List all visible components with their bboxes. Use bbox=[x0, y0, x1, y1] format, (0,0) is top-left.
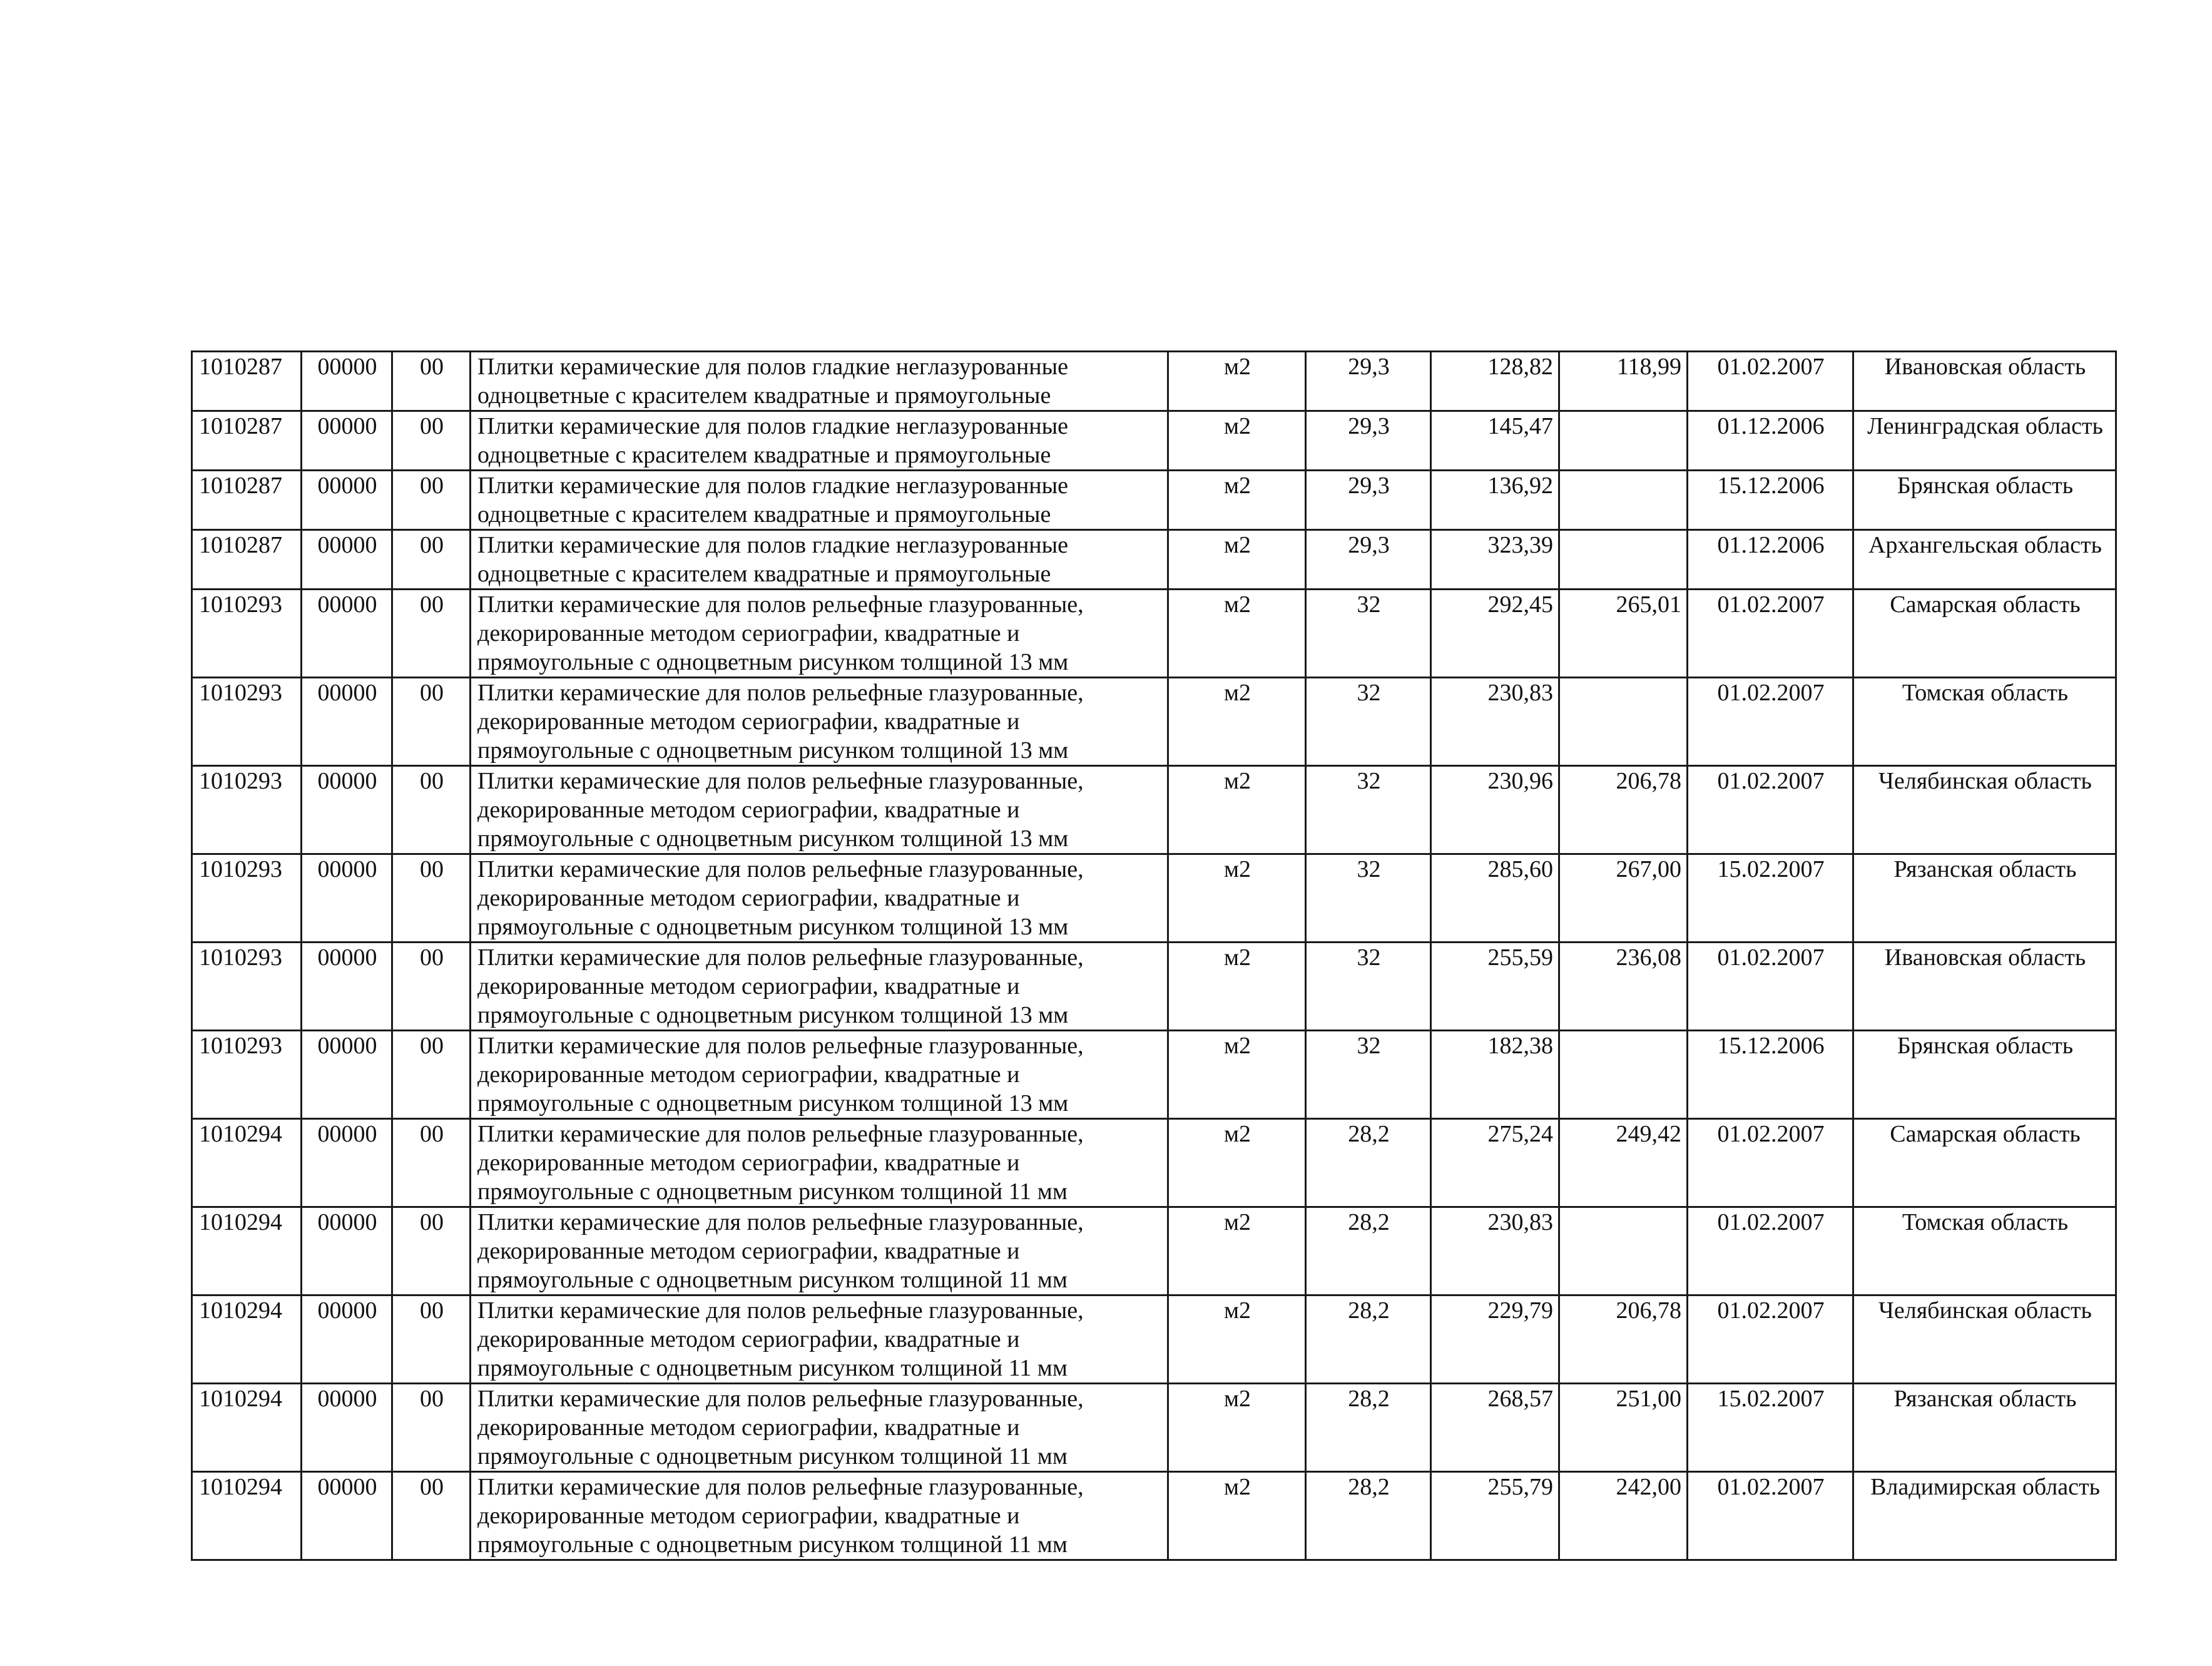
date-cell: 01.02.2007 bbox=[1688, 1472, 1853, 1560]
region-cell: Архангельская область bbox=[1853, 530, 2116, 590]
table-row bbox=[192, 530, 2116, 590]
sub-code-cell: 00000 bbox=[302, 943, 392, 1031]
sub-code-cell: 00000 bbox=[302, 590, 392, 678]
unit-cell: м2 bbox=[1168, 590, 1306, 678]
quantity-cell: 28,2 bbox=[1306, 1207, 1431, 1295]
variant-code-cell: 00 bbox=[392, 530, 471, 590]
item-code-cell: 1010294 bbox=[192, 1207, 302, 1295]
date-cell: 01.02.2007 bbox=[1688, 352, 1853, 411]
date-cell: 01.02.2007 bbox=[1688, 678, 1853, 766]
item-code-cell: 1010293 bbox=[192, 854, 302, 943]
price-alt-cell: 265,01 bbox=[1559, 590, 1688, 678]
sub-code-cell: 00000 bbox=[302, 471, 392, 530]
date-cell: 01.02.2007 bbox=[1688, 1119, 1853, 1207]
unit-cell: м2 bbox=[1168, 1119, 1306, 1207]
sub-code-cell: 00000 bbox=[302, 1384, 392, 1472]
sub-code-cell: 00000 bbox=[302, 854, 392, 943]
region-cell: Томская область bbox=[1853, 1207, 2116, 1295]
price-alt-cell: 206,78 bbox=[1559, 1295, 1688, 1384]
table-row bbox=[192, 590, 2116, 678]
date-cell: 01.02.2007 bbox=[1688, 943, 1853, 1031]
date-cell: 01.12.2006 bbox=[1688, 411, 1853, 471]
unit-cell: м2 bbox=[1168, 678, 1306, 766]
price-alt-cell: 236,08 bbox=[1559, 943, 1688, 1031]
quantity-cell: 32 bbox=[1306, 1031, 1431, 1119]
date-cell: 15.12.2006 bbox=[1688, 471, 1853, 530]
unit-cell: м2 bbox=[1168, 1207, 1306, 1295]
variant-code-cell: 00 bbox=[392, 1472, 471, 1560]
date-cell: 15.02.2007 bbox=[1688, 1384, 1853, 1472]
sub-code-cell: 00000 bbox=[302, 1472, 392, 1560]
price-alt-cell: 251,00 bbox=[1559, 1384, 1688, 1472]
description-cell: Плитки керамические для полов рельефные глазурованные, декорированные методом сериографии, квадратные и прямоугольные с одноцветным рисунком толщиной 13 мм bbox=[471, 943, 1168, 1031]
item-code-cell: 1010287 bbox=[192, 471, 302, 530]
variant-code-cell: 00 bbox=[392, 1295, 471, 1384]
quantity-cell: 32 bbox=[1306, 766, 1431, 854]
item-code-cell: 1010294 bbox=[192, 1119, 302, 1207]
unit-cell: м2 bbox=[1168, 1472, 1306, 1560]
price-cell: 230,96 bbox=[1431, 766, 1559, 854]
table-row bbox=[192, 1384, 2116, 1472]
variant-code-cell: 00 bbox=[392, 1119, 471, 1207]
price-alt-cell bbox=[1559, 1031, 1688, 1119]
price-alt-cell bbox=[1559, 471, 1688, 530]
table-row bbox=[192, 471, 2116, 530]
unit-cell: м2 bbox=[1168, 471, 1306, 530]
region-cell: Брянская область bbox=[1853, 471, 2116, 530]
item-code-cell: 1010293 bbox=[192, 766, 302, 854]
unit-cell: м2 bbox=[1168, 854, 1306, 943]
price-cell: 229,79 bbox=[1431, 1295, 1559, 1384]
unit-cell: м2 bbox=[1168, 1295, 1306, 1384]
region-cell: Самарская область bbox=[1853, 590, 2116, 678]
table-row bbox=[192, 678, 2116, 766]
price-cell: 128,82 bbox=[1431, 352, 1559, 411]
price-alt-cell bbox=[1559, 411, 1688, 471]
price-cell: 230,83 bbox=[1431, 1207, 1559, 1295]
table-row bbox=[192, 854, 2116, 943]
quantity-cell: 32 bbox=[1306, 854, 1431, 943]
price-cell: 182,38 bbox=[1431, 1031, 1559, 1119]
date-cell: 15.02.2007 bbox=[1688, 854, 1853, 943]
region-cell: Ленинградская область bbox=[1853, 411, 2116, 471]
variant-code-cell: 00 bbox=[392, 1031, 471, 1119]
date-cell: 01.02.2007 bbox=[1688, 766, 1853, 854]
description-cell: Плитки керамические для полов рельефные глазурованные, декорированные методом сериографии, квадратные и прямоугольные с одноцветным рисунком толщиной 13 мм bbox=[471, 1031, 1168, 1119]
price-cell: 275,24 bbox=[1431, 1119, 1559, 1207]
quantity-cell: 32 bbox=[1306, 678, 1431, 766]
description-cell: Плитки керамические для полов рельефные глазурованные, декорированные методом сериографии, квадратные и прямоугольные с одноцветным рисунком толщиной 11 мм bbox=[471, 1472, 1168, 1560]
price-cell: 255,59 bbox=[1431, 943, 1559, 1031]
price-cell: 268,57 bbox=[1431, 1384, 1559, 1472]
item-code-cell: 1010293 bbox=[192, 678, 302, 766]
quantity-cell: 32 bbox=[1306, 590, 1431, 678]
table-body bbox=[192, 352, 2116, 1560]
unit-cell: м2 bbox=[1168, 352, 1306, 411]
region-cell: Ивановская область bbox=[1853, 943, 2116, 1031]
price-alt-cell bbox=[1559, 1207, 1688, 1295]
price-cell: 292,45 bbox=[1431, 590, 1559, 678]
unit-cell: м2 bbox=[1168, 766, 1306, 854]
item-code-cell: 1010293 bbox=[192, 1031, 302, 1119]
sub-code-cell: 00000 bbox=[302, 352, 392, 411]
item-code-cell: 1010293 bbox=[192, 943, 302, 1031]
item-code-cell: 1010287 bbox=[192, 530, 302, 590]
variant-code-cell: 00 bbox=[392, 766, 471, 854]
quantity-cell: 29,3 bbox=[1306, 471, 1431, 530]
date-cell: 01.02.2007 bbox=[1688, 590, 1853, 678]
variant-code-cell: 00 bbox=[392, 678, 471, 766]
unit-cell: м2 bbox=[1168, 530, 1306, 590]
table-row bbox=[192, 1295, 2116, 1384]
variant-code-cell: 00 bbox=[392, 943, 471, 1031]
sub-code-cell: 00000 bbox=[302, 1295, 392, 1384]
quantity-cell: 28,2 bbox=[1306, 1472, 1431, 1560]
price-cell: 323,39 bbox=[1431, 530, 1559, 590]
region-cell: Томская область bbox=[1853, 678, 2116, 766]
price-cell: 255,79 bbox=[1431, 1472, 1559, 1560]
unit-cell: м2 bbox=[1168, 1031, 1306, 1119]
sub-code-cell: 00000 bbox=[302, 411, 392, 471]
sub-code-cell: 00000 bbox=[302, 1207, 392, 1295]
quantity-cell: 28,2 bbox=[1306, 1295, 1431, 1384]
region-cell: Самарская область bbox=[1853, 1119, 2116, 1207]
unit-cell: м2 bbox=[1168, 411, 1306, 471]
quantity-cell: 29,3 bbox=[1306, 530, 1431, 590]
date-cell: 01.02.2007 bbox=[1688, 1295, 1853, 1384]
region-cell: Ивановская область bbox=[1853, 352, 2116, 411]
price-alt-cell: 267,00 bbox=[1559, 854, 1688, 943]
description-cell: Плитки керамические для полов гладкие неглазурованные одноцветные с красителем квадратные и прямоугольные bbox=[471, 530, 1168, 590]
description-cell: Плитки керамические для полов рельефные глазурованные, декорированные методом сериографии, квадратные и прямоугольные с одноцветным рисунком толщиной 11 мм bbox=[471, 1207, 1168, 1295]
table-row bbox=[192, 352, 2116, 411]
quantity-cell: 29,3 bbox=[1306, 352, 1431, 411]
unit-cell: м2 bbox=[1168, 1384, 1306, 1472]
item-code-cell: 1010294 bbox=[192, 1384, 302, 1472]
table-row bbox=[192, 1031, 2116, 1119]
date-cell: 15.12.2006 bbox=[1688, 1031, 1853, 1119]
sub-code-cell: 00000 bbox=[302, 678, 392, 766]
sub-code-cell: 00000 bbox=[302, 530, 392, 590]
item-code-cell: 1010294 bbox=[192, 1472, 302, 1560]
price-alt-cell: 242,00 bbox=[1559, 1472, 1688, 1560]
sub-code-cell: 00000 bbox=[302, 1119, 392, 1207]
description-cell: Плитки керамические для полов рельефные глазурованные, декорированные методом сериографии, квадратные и прямоугольные с одноцветным рисунком толщиной 13 мм bbox=[471, 766, 1168, 854]
table-row bbox=[192, 1207, 2116, 1295]
description-cell: Плитки керамические для полов рельефные глазурованные, декорированные методом сериографии, квадратные и прямоугольные с одноцветным рисунком толщиной 11 мм bbox=[471, 1119, 1168, 1207]
description-cell: Плитки керамические для полов рельефные глазурованные, декорированные методом сериографии, квадратные и прямоугольные с одноцветным рисунком толщиной 13 мм bbox=[471, 590, 1168, 678]
table-row bbox=[192, 1119, 2116, 1207]
price-cell: 136,92 bbox=[1431, 471, 1559, 530]
quantity-cell: 28,2 bbox=[1306, 1119, 1431, 1207]
region-cell: Рязанская область bbox=[1853, 1384, 2116, 1472]
table-row bbox=[192, 943, 2116, 1031]
quantity-cell: 32 bbox=[1306, 943, 1431, 1031]
region-cell: Владимирская область bbox=[1853, 1472, 2116, 1560]
description-cell: Плитки керамические для полов рельефные глазурованные, декорированные методом сериографии, квадратные и прямоугольные с одноцветным рисунком толщиной 13 мм bbox=[471, 678, 1168, 766]
variant-code-cell: 00 bbox=[392, 854, 471, 943]
price-alt-cell: 206,78 bbox=[1559, 766, 1688, 854]
region-cell: Рязанская область bbox=[1853, 854, 2116, 943]
description-cell: Плитки керамические для полов рельефные глазурованные, декорированные методом сериографии, квадратные и прямоугольные с одноцветным рисунком толщиной 13 мм bbox=[471, 854, 1168, 943]
table-row bbox=[192, 766, 2116, 854]
description-cell: Плитки керамические для полов гладкие неглазурованные одноцветные с красителем квадратные и прямоугольные bbox=[471, 411, 1168, 471]
unit-cell: м2 bbox=[1168, 943, 1306, 1031]
price-alt-cell bbox=[1559, 530, 1688, 590]
price-cell: 145,47 bbox=[1431, 411, 1559, 471]
table-row bbox=[192, 1472, 2116, 1560]
item-code-cell: 1010287 bbox=[192, 411, 302, 471]
variant-code-cell: 00 bbox=[392, 471, 471, 530]
description-cell: Плитки керамические для полов гладкие неглазурованные одноцветные с красителем квадратные и прямоугольные bbox=[471, 352, 1168, 411]
item-code-cell: 1010293 bbox=[192, 590, 302, 678]
item-code-cell: 1010294 bbox=[192, 1295, 302, 1384]
price-cell: 230,83 bbox=[1431, 678, 1559, 766]
date-cell: 01.02.2007 bbox=[1688, 1207, 1853, 1295]
quantity-cell: 28,2 bbox=[1306, 1384, 1431, 1472]
quantity-cell: 29,3 bbox=[1306, 411, 1431, 471]
variant-code-cell: 00 bbox=[392, 590, 471, 678]
date-cell: 01.12.2006 bbox=[1688, 530, 1853, 590]
price-alt-cell: 118,99 bbox=[1559, 352, 1688, 411]
description-cell: Плитки керамические для полов рельефные глазурованные, декорированные методом сериографии, квадратные и прямоугольные с одноцветным рисунком толщиной 11 мм bbox=[471, 1384, 1168, 1472]
region-cell: Челябинская область bbox=[1853, 1295, 2116, 1384]
price-table bbox=[191, 350, 2117, 1561]
table-row bbox=[192, 411, 2116, 471]
item-code-cell: 1010287 bbox=[192, 352, 302, 411]
sub-code-cell: 00000 bbox=[302, 1031, 392, 1119]
variant-code-cell: 00 bbox=[392, 352, 471, 411]
description-cell: Плитки керамические для полов рельефные глазурованные, декорированные методом сериографии, квадратные и прямоугольные с одноцветным рисунком толщиной 11 мм bbox=[471, 1295, 1168, 1384]
region-cell: Брянская область bbox=[1853, 1031, 2116, 1119]
description-cell: Плитки керамические для полов гладкие неглазурованные одноцветные с красителем квадратные и прямоугольные bbox=[471, 471, 1168, 530]
region-cell: Челябинская область bbox=[1853, 766, 2116, 854]
variant-code-cell: 00 bbox=[392, 1384, 471, 1472]
price-alt-cell: 249,42 bbox=[1559, 1119, 1688, 1207]
price-cell: 285,60 bbox=[1431, 854, 1559, 943]
sub-code-cell: 00000 bbox=[302, 766, 392, 854]
variant-code-cell: 00 bbox=[392, 411, 471, 471]
price-alt-cell bbox=[1559, 678, 1688, 766]
variant-code-cell: 00 bbox=[392, 1207, 471, 1295]
